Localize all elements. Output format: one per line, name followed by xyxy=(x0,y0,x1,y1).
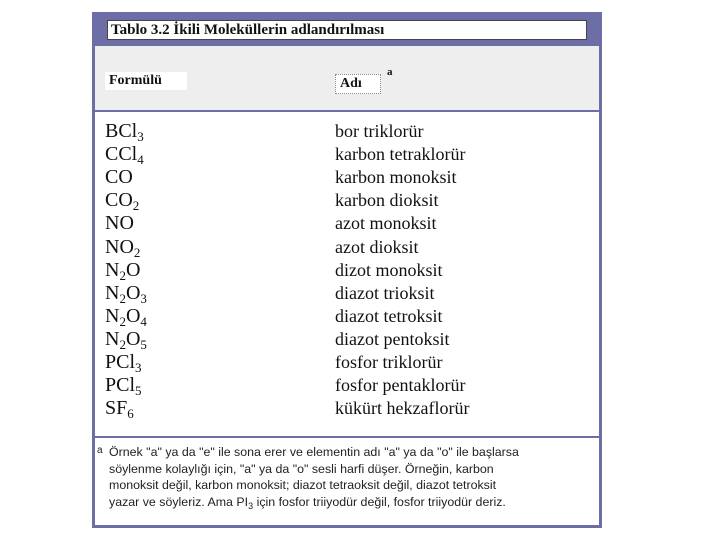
table-row xyxy=(95,236,599,259)
formula-symbol: BCl xyxy=(105,120,138,142)
name-cell: karbon dioksit xyxy=(335,190,439,211)
table-row xyxy=(95,305,599,328)
formula-subscript: 4 xyxy=(137,152,144,168)
name-cell: fosfor triklorür xyxy=(335,352,443,372)
formula-symbol: N xyxy=(105,281,120,304)
name-cell: karbon tetraklorür xyxy=(335,144,466,165)
table-row xyxy=(95,328,599,351)
formula-cell xyxy=(105,328,147,350)
formula-subscript: 2 xyxy=(119,267,126,283)
formula-cell xyxy=(105,305,147,327)
formula-symbol: CO xyxy=(105,189,133,212)
name-cell: diazot tetroksit xyxy=(335,305,443,326)
table-row xyxy=(95,143,599,166)
name-cell: kükürt hekzaflorür xyxy=(335,398,470,419)
column-header-formula: Formülü xyxy=(105,72,187,90)
formula-cell xyxy=(105,189,140,214)
footnote-line-last xyxy=(103,494,597,511)
formula-subscript: 3 xyxy=(135,360,142,375)
formula-cell xyxy=(105,166,133,188)
formula-cell xyxy=(105,259,140,281)
table-row xyxy=(95,212,599,235)
formula-symbol: PCl xyxy=(105,374,136,397)
formula-subscript: 2 xyxy=(119,313,126,329)
table-row xyxy=(95,120,599,143)
table-row xyxy=(95,397,599,420)
formula-subscript: 2 xyxy=(132,198,140,214)
footnote-mark: a xyxy=(97,445,103,456)
name-cell: bor triklorür xyxy=(335,121,424,141)
formula-symbol: NO xyxy=(105,235,134,258)
formula-cell xyxy=(105,282,147,304)
formula-symbol: N xyxy=(105,258,120,281)
formula-subscript: 6 xyxy=(127,406,134,422)
formula-cell xyxy=(105,120,144,142)
formula-subscript: 5 xyxy=(140,336,147,352)
table-row xyxy=(95,374,599,397)
table-row xyxy=(95,259,599,282)
footnote-divider xyxy=(95,436,599,438)
table-row xyxy=(95,351,599,374)
formula-cell xyxy=(105,397,134,422)
table-row xyxy=(95,282,599,305)
column-header-name: Adı xyxy=(335,74,381,94)
footnote xyxy=(97,444,597,511)
formula-symbol: CCl xyxy=(105,143,138,166)
footnote-line: söylenme kolaylığı için, "a" ya da "o" sesli harfi düşer. Örneğin, karbon xyxy=(109,461,494,476)
column-header-note-mark: a xyxy=(387,66,393,78)
footnote-line: monoksit değil, karbon monoksit; diazot tetraoksit değil, diazot tetroksit xyxy=(109,478,497,492)
formula-cell xyxy=(105,351,142,373)
formula-cell xyxy=(105,236,140,258)
name-cell: fosfor pentaklorür xyxy=(335,375,466,396)
formula-subscript: 2 xyxy=(119,336,126,352)
formula-symbol: N xyxy=(105,327,120,350)
footnote-line-end: için fosfor triiyodür değil, fosfor triiyodür deriz. xyxy=(256,494,506,509)
name-cell: azot monoksit xyxy=(335,213,437,234)
formula-cell xyxy=(105,374,142,399)
formula-symbol: SF xyxy=(105,397,128,420)
formula-subscript: 5 xyxy=(135,383,142,399)
header-divider xyxy=(95,110,599,112)
name-cell: diazot trioksit xyxy=(335,282,435,303)
bottom-border xyxy=(95,525,599,528)
formula-symbol: O xyxy=(125,304,141,327)
formula-symbol: PCl xyxy=(105,351,136,373)
name-cell: azot dioksit xyxy=(335,236,419,257)
table-row xyxy=(95,189,599,212)
footnote-line-start: yazar ve söyleriz. Ama PI xyxy=(109,494,249,509)
formula-symbol: NO xyxy=(105,212,134,235)
table-row xyxy=(95,166,599,189)
formula-subscript: 3 xyxy=(137,129,144,144)
formula-subscript: 2 xyxy=(133,244,141,260)
formula-symbol: O xyxy=(125,327,141,350)
name-cell: dizot monoksit xyxy=(335,259,443,280)
formula-cell xyxy=(105,143,144,168)
table-title: Tablo 3.2 İkili Moleküllerin adlandırılması xyxy=(107,20,587,40)
formula-subscript: 2 xyxy=(119,290,126,306)
formula-symbol: O xyxy=(125,258,141,281)
footnote-subscript: 3 xyxy=(248,500,254,511)
formula-symbol: CO xyxy=(105,166,133,189)
table-frame xyxy=(92,12,602,528)
name-cell: diazot pentoksit xyxy=(335,328,450,349)
formula-cell xyxy=(105,212,134,234)
name-cell: karbon monoksit xyxy=(335,167,457,188)
formula-subscript: 4 xyxy=(140,313,147,329)
formula-subscript: 3 xyxy=(140,290,147,306)
footnote-line: Örnek "a" ya da "e" ile sona erer ve elementin adı "a" ya da "o" ile başlarsa xyxy=(109,445,519,459)
formula-symbol: O xyxy=(125,281,141,304)
formula-symbol: N xyxy=(105,304,120,327)
